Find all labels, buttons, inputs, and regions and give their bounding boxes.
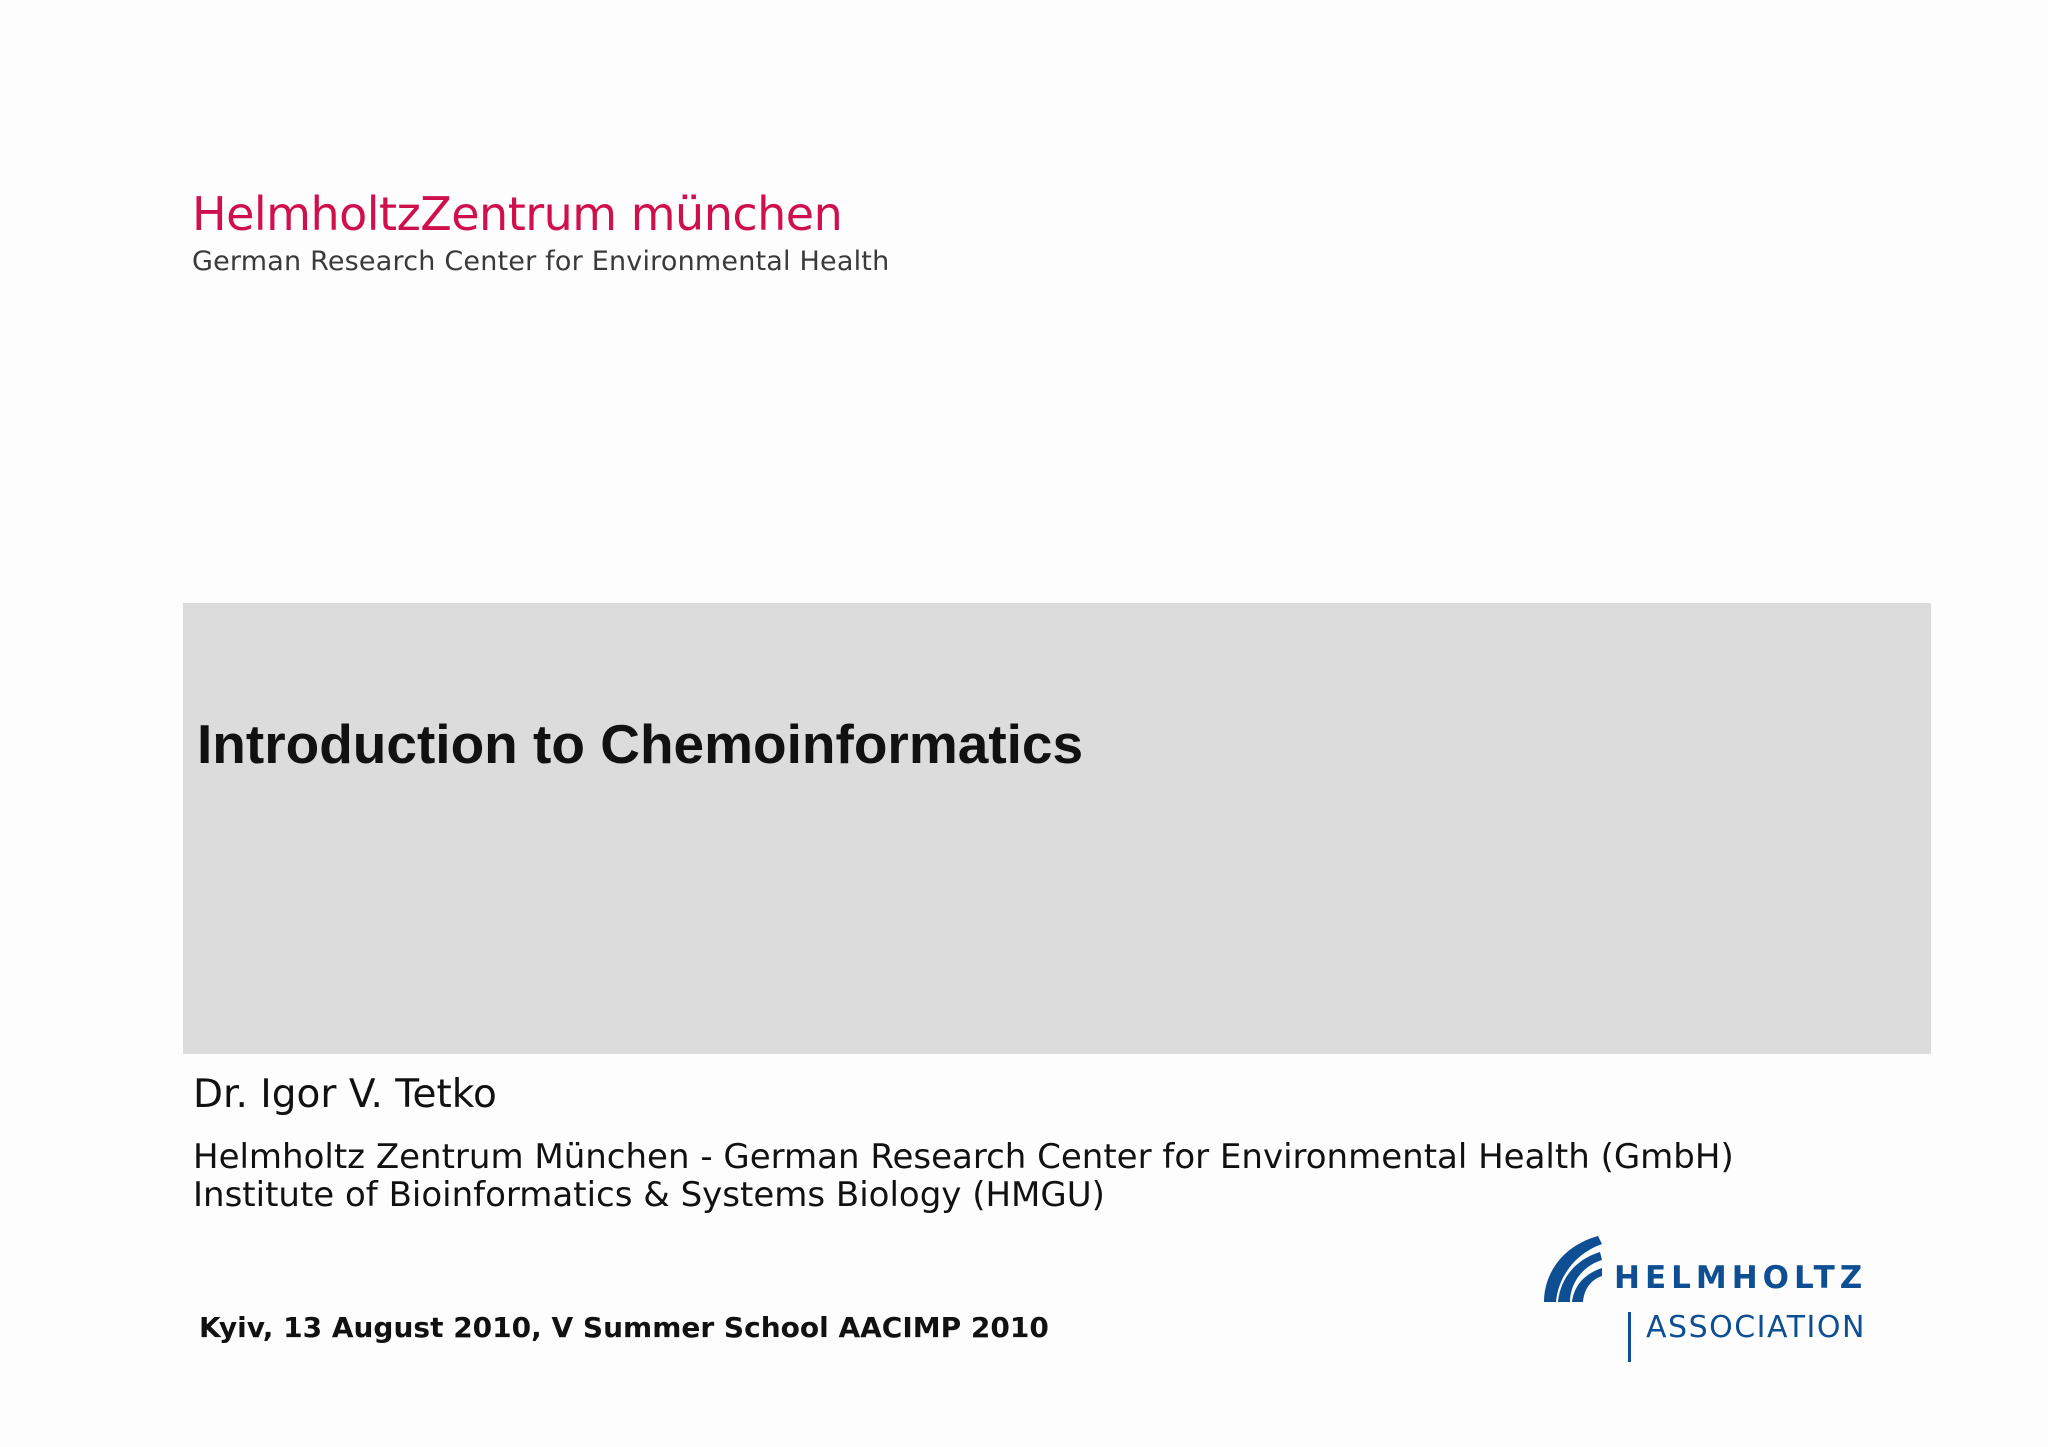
event-info: Kyiv, 13 August 2010, V Summer School AACIMP 2010 (199, 1311, 1049, 1344)
affiliation (193, 1138, 1734, 1214)
association-name-line-2: ASSOCIATION (1646, 1310, 1866, 1345)
logo-subtitle: German Research Center for Environmental Health (192, 246, 890, 277)
logo-wordmark: HelmholtzZentrum münchen (192, 187, 843, 241)
author-name: Dr. Igor V. Tetko (193, 1072, 497, 1117)
helmholtz-emblem-icon (1540, 1234, 1602, 1304)
helmholtz-zentrum-logo (192, 186, 889, 280)
affiliation-line-2: Institute of Bioinformatics & Systems Biology (HMGU) (193, 1175, 1105, 1215)
affiliation-line-1: Helmholtz Zentrum München - German Research Center for Environmental Health (GmbH) (193, 1137, 1734, 1177)
association-name-line-1: HELMHOLTZ (1614, 1260, 1868, 1296)
title-band (183, 603, 1931, 1054)
association-divider (1628, 1312, 1631, 1362)
helmholtz-association-logo (1540, 1230, 1868, 1365)
slide-title: Introduction to Chemoinformatics (197, 713, 1084, 775)
